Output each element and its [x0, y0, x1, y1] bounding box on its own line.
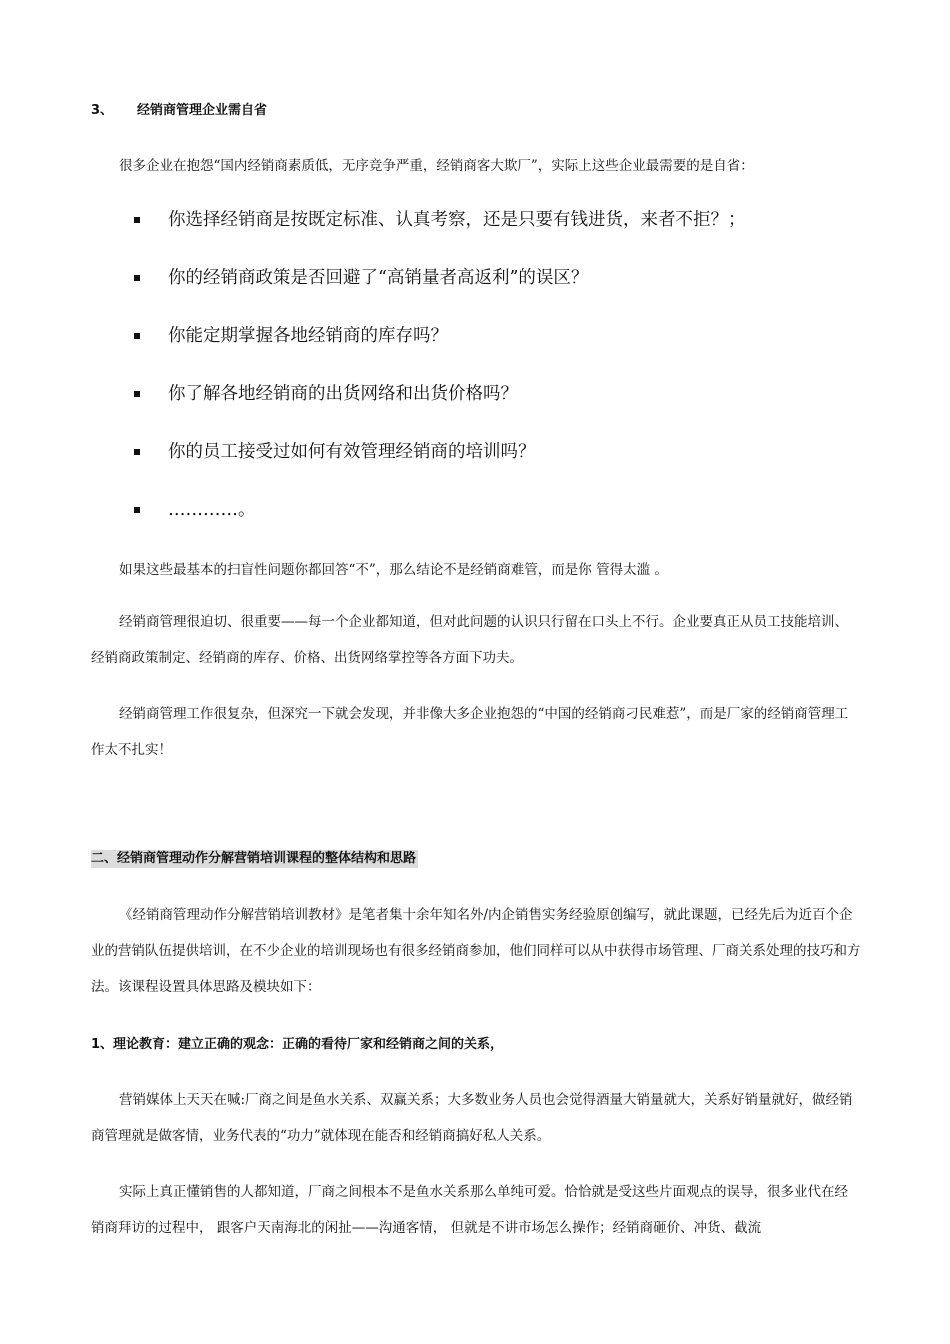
body-paragraph: 经销商管理很迫切、很重要——每一个企业都知道，但对此问题的认识只行留在口头上不行。企业要真正从员工技能培训、经销商政策制定、经销商的库存、价格、出货网络掌控等各方面下功夫。 [91, 614, 848, 666]
body-paragraph: 营销媒体上天天在喊:厂商之间是鱼水关系、双赢关系；大多数业务人员也会觉得酒量大销量就大，关系好销量就好，做经销商管理就是做客情，业务代表的“功力”就体现在能否和经销商搞好私人关系。 [91, 1092, 853, 1144]
list-item-text: 你的员工接受过如何有效管理经销商的培训吗？ [168, 442, 536, 462]
list-item-text: 你选择经销商是按既定标准、认真考察，还是只要有钱进货，来者不拒？； [168, 210, 746, 230]
square-bullet-icon [134, 391, 140, 397]
subheading-theory-education: 1、理论教育：建立正确的观念：正确的看待厂家和经销商之间的关系， [91, 1037, 504, 1052]
list-item-text: 你的经销商政策是否回避了“高销量者高返利”的误区？ [168, 268, 589, 288]
intro-paragraph: 很多企业在抱怨“国内经销商素质低，无序竞争严重，经销商客大欺厂”，实际上这些企业最需要的是自省： [119, 158, 754, 174]
square-bullet-icon [134, 333, 140, 339]
section-2-heading: 二、经销商管理动作分解营销培训课程的整体结构和思路 [91, 851, 417, 866]
section-3-heading [91, 102, 267, 120]
list-item-text: …………。 [168, 500, 256, 520]
square-bullet-icon [134, 275, 140, 281]
list-item-text: 你了解各地经销商的出货网络和出货价格吗？ [168, 384, 518, 404]
body-paragraph: 经销商管理工作很复杂，但深究一下就会发现，并非像大多企业抱怨的“中国的经销商刁民难惹”，而是厂家的经销商管理工作太不扎实！ [91, 706, 849, 758]
conclusion-paragraph: 如果这些最基本的扫盲性问题你都回答“不”，那么结论不是经销商难管，而是你 管得太滥 。 [119, 562, 668, 578]
course-intro-paragraph: 《经销商管理动作分解营销培训教材》是笔者集十余年知名外/内企销售实务经验原创编写，就此课题，已经先后为近百个企业的营销队伍提供培训，在不少企业的培训现场也有很多经销商参加，他们同样可以从中获得市场管理、厂商关系处理的技巧和方法。该课程设置具体思路及模块如下： [91, 907, 861, 995]
section-3-title: 经销商管理企业需自省 [137, 103, 268, 118]
body-paragraph: 实际上真正懂销售的人都知道，厂商之间根本不是鱼水关系那么单纯可爱。恰恰就是受这些片面观点的误导，很多业代在经销商拜访的过程中， 跟客户天南海北的闲扯——沟通客情， 但就是不讲市场怎么操作；经销商砸价、冲货、截流 [91, 1184, 848, 1236]
section-3-number: 3、 [91, 103, 114, 118]
square-bullet-icon [134, 449, 140, 455]
list-item-text: 你能定期掌握各地经销商的库存吗？ [168, 326, 448, 346]
square-bullet-icon [134, 217, 140, 223]
square-bullet-icon [134, 507, 140, 513]
